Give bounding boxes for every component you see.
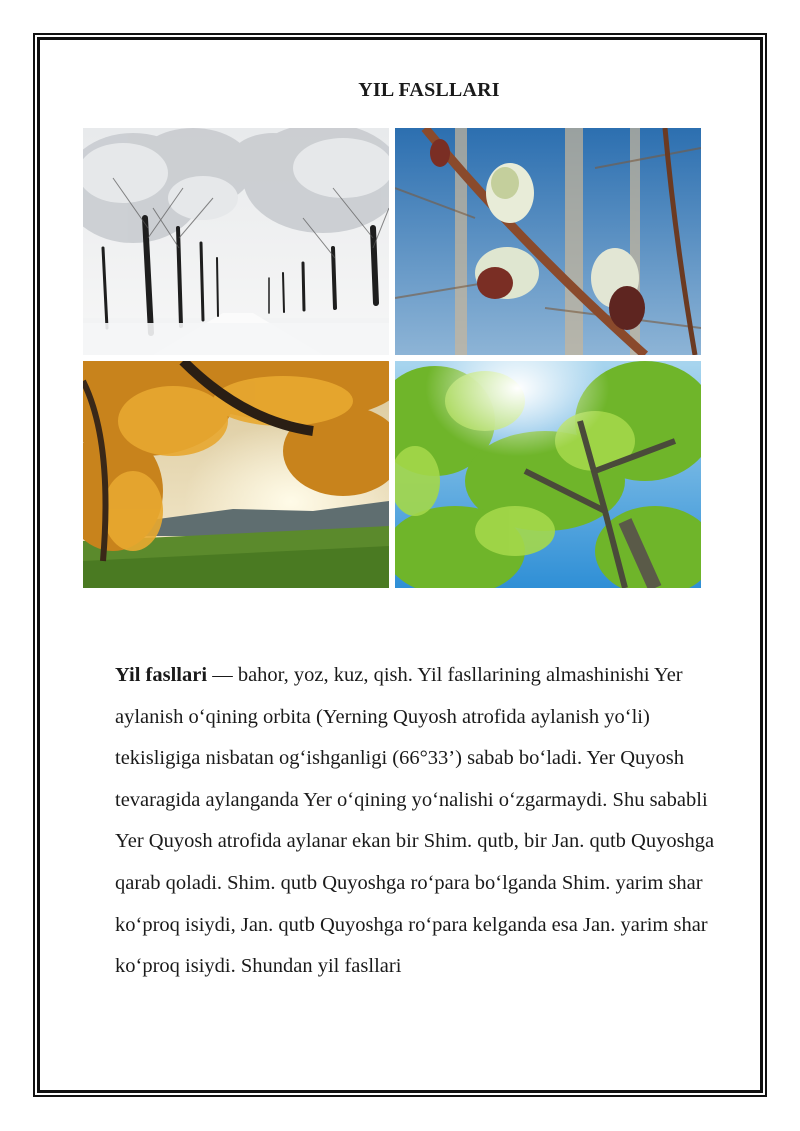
winter-image bbox=[83, 128, 389, 355]
spring-image bbox=[395, 128, 701, 355]
paragraph-text: — bahor, yoz, kuz, qish. Yil fasllarining almashinishi Yer aylanish o‘qining orbita (Yerning Quyosh atrofida aylanish yo‘li) tekisligiga nisbatan og‘ishganligi (66°33’) sabab bo‘ladi. Yer Quyosh tevaragida aylanganda Yer o‘qining yo‘nalishi o‘zgarmaydi. Shu sababli Yer Quyosh atrofida aylanar ekan bir Shim. qutb, bir Jan. qutb Quyoshga qarab qoladi. Shim. qutb Quyoshga ro‘para bo‘lganda Shim. yarim shar ko‘proq isiydi, Jan. qutb Quyoshga ro‘para kelganda esa Jan. yarim shar ko‘proq isiydi. Shundan yil fasllari bbox=[115, 664, 715, 978]
autumn-image bbox=[83, 361, 389, 588]
summer-image bbox=[395, 361, 701, 588]
body-paragraph bbox=[115, 655, 735, 988]
document-title: YIL FASLLARI bbox=[358, 79, 500, 101]
term-heading: Yil fasllari bbox=[115, 664, 208, 686]
